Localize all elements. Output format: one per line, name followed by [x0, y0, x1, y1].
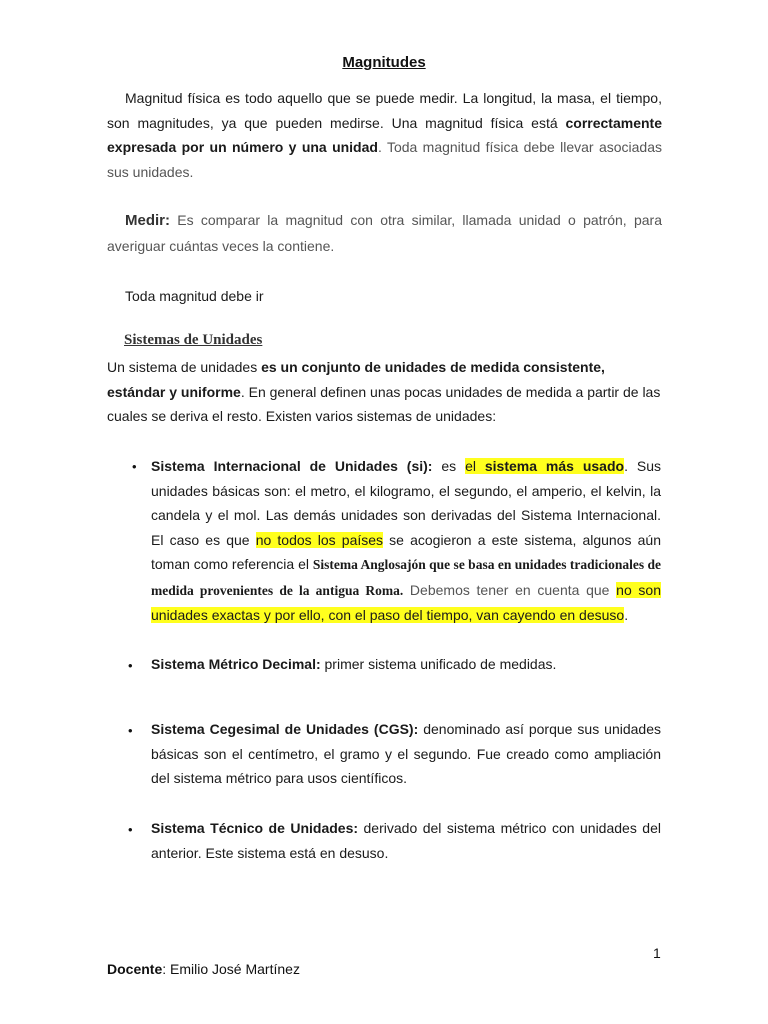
sistemas-text-2: . En general definen unas pocas unidades de medida a partir de las cuales se deriva el resto. Existen varios sistemas de unidades: [107, 383, 661, 424]
intro-text-2: . Toda magnitud física debe llevar asociadas sus unidades. [107, 139, 662, 180]
si-text-3: se acogieron a este sistema, algunos aún toman como referencia el [151, 531, 661, 572]
medir-text: Es comparar la magnitud con otra similar, llamada unidad o patrón, para averiguar cuántas veces la contiene. [107, 212, 662, 254]
metrico-title: Sistema Métrico Decimal: [151, 656, 321, 672]
sistemas-intro-paragraph [107, 355, 667, 429]
si-text-4: Debemos tener en cuenta que [403, 581, 617, 598]
list-bullet: • [132, 459, 137, 474]
list-item-tecnico [151, 816, 661, 865]
cgs-title: Sistema Cegesimal de Unidades (CGS): [151, 721, 419, 737]
medir-paragraph [107, 208, 662, 258]
footer-name: : Emilio José Martínez [162, 961, 300, 977]
tecnico-text: derivado del sistema métrico con unidades del anterior. Este sistema está en desuso. [151, 820, 661, 861]
si-text-5: . [624, 607, 629, 623]
tecnico-title: Sistema Técnico de Unidades: [151, 820, 359, 836]
si-highlight-bold: sistema más usado [484, 458, 625, 474]
footer-label: Docente [107, 961, 163, 977]
list-item-cgs [151, 717, 661, 791]
medir-label: Medir: [125, 212, 170, 229]
footer [107, 961, 300, 977]
si-highlight-1: el [465, 458, 485, 474]
intro-paragraph [107, 86, 662, 184]
sistemas-bold: es un conjunto de unidades de medida consistente, estándar y uniforme [107, 359, 605, 400]
si-highlight-3: no son unidades exactas y por ello, con el paso del tiempo, van cayendo en desuso [151, 581, 661, 623]
si-text-1: es [432, 458, 466, 474]
list-bullet: • [128, 822, 133, 837]
list-item-si [151, 454, 661, 628]
list-bullet: • [128, 658, 133, 673]
sistemas-text-1: Un sistema de unidades [107, 359, 262, 375]
list-item-metrico [151, 652, 661, 677]
si-text-2: . Sus unidades básicas son: el metro, el kilogramo, el segundo, el amperio, el kelvin, la candela y el mol. Las demás unidades son derivadas del Sistema Internacional. El caso es que [151, 458, 661, 548]
sistemas-heading: Sistemas de Unidades [124, 332, 263, 348]
intro-text-1: Magnitud física es todo aquello que se puede medir. La longitud, la masa, el tiempo, son magnitudes, ya que pueden medirse. Una magnitud física está [107, 90, 662, 131]
si-highlight-2: no todos los países [255, 531, 384, 548]
todo-magnitud-line: Toda magnitud debe ir [125, 288, 264, 304]
list-bullet: • [128, 723, 133, 738]
cgs-text: denominado así porque sus unidades básicas son el centímetro, el gramo y el segundo. Fue creado como ampliación del sistema métrico para usos científicos. [151, 721, 661, 786]
intro-bold: correctamente expresada por un número y una unidad [107, 114, 662, 155]
page-number: 1 [653, 945, 661, 961]
si-serif-text: Sistema Anglosajón que se basa en unidades tradicionales de medida provenientes de la antigua Roma. [151, 557, 661, 598]
si-title: Sistema Internacional de Unidades (si): [151, 458, 433, 474]
page-title: Magnitudes [342, 54, 426, 71]
metrico-text: primer sistema unificado de medidas. [320, 656, 557, 672]
